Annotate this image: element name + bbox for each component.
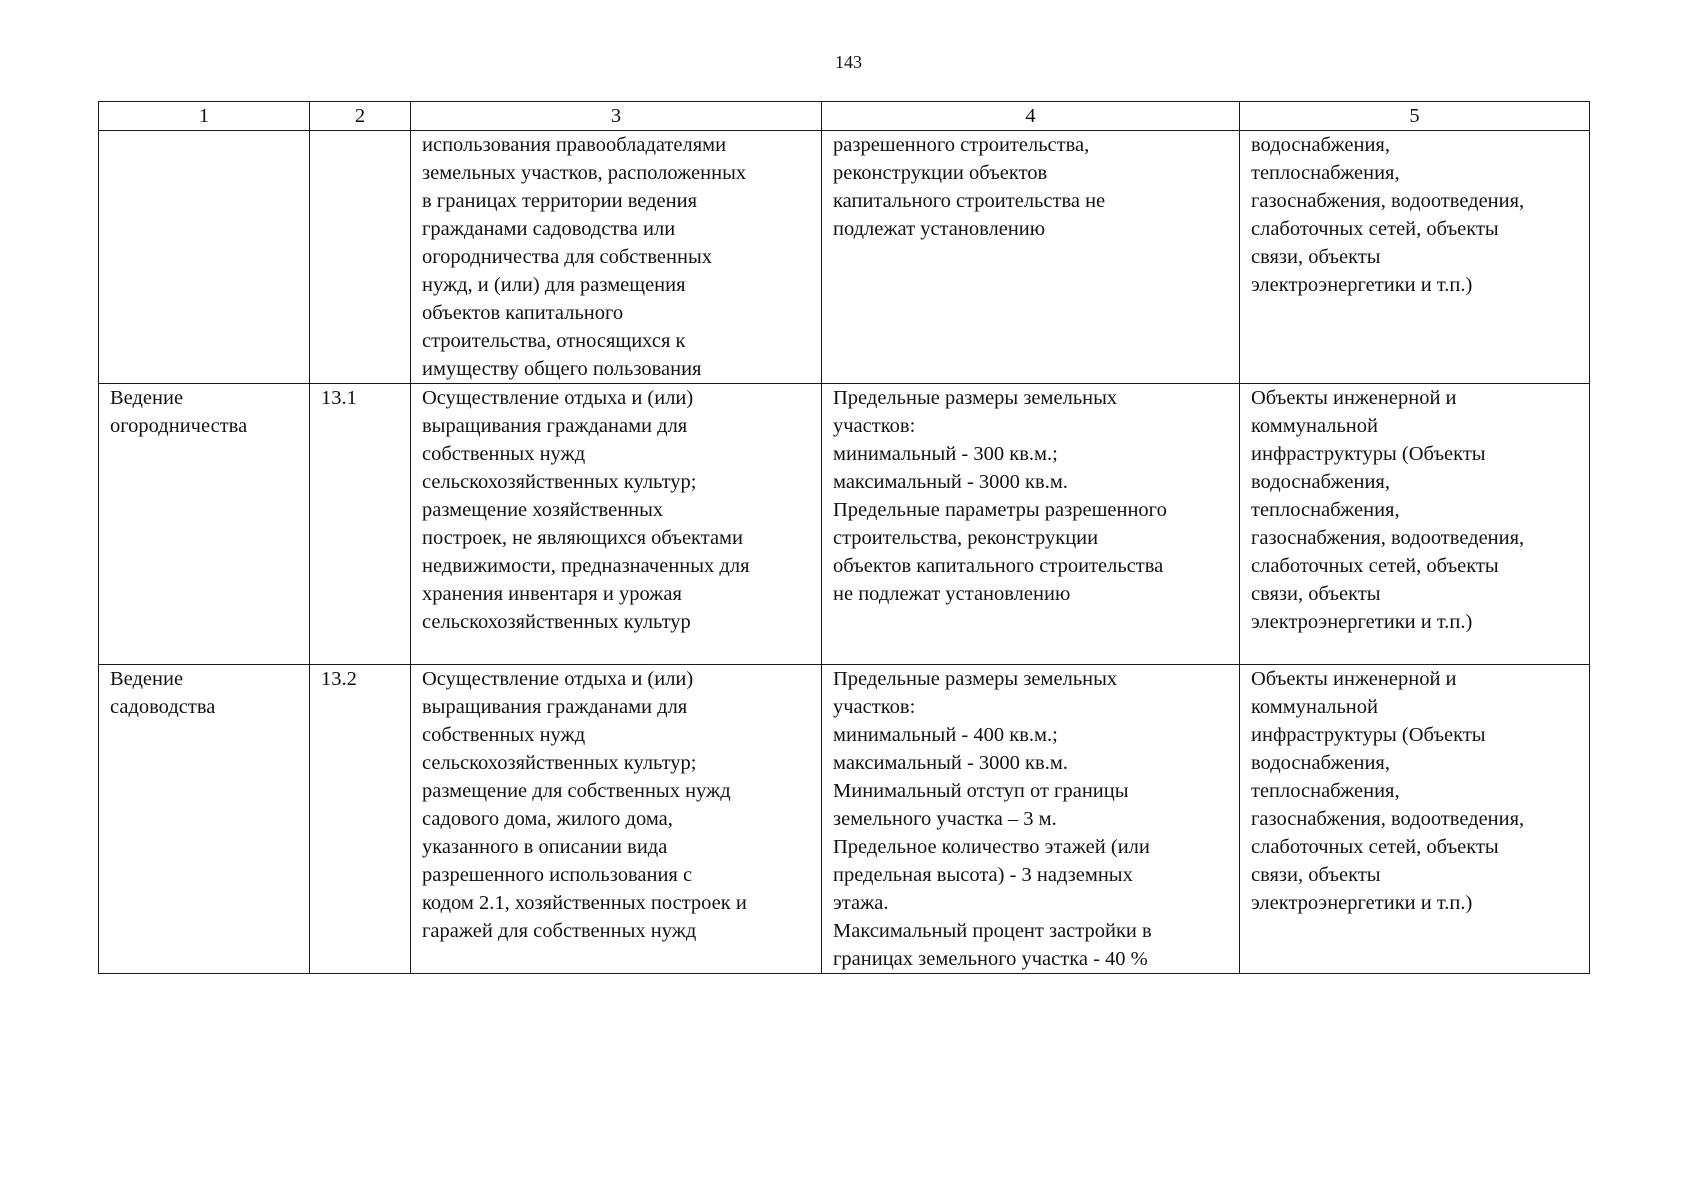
use-type-parameters: Предельные размеры земельных участков: минимальный - 300 кв.м.; максимальный - 3000 кв.м. Предельные параметры разрешенного строительства, реконструкции объектов капитального строительства не подлежат установлению [822,384,1240,665]
use-type-code [310,131,411,384]
auxiliary-uses: Объекты инженерной и коммунальной инфраструктуры (Объекты водоснабжения, теплоснабжения, газоснабжения, водоотведения, слаботочных сетей, объекты связи, объекты электроэнергетики и т.п.) [1240,665,1590,974]
use-type-name: Ведение садоводства [99,665,310,974]
land-use-table [98,101,1590,974]
column-header-5: 5 [1240,102,1590,131]
table-row [99,384,1590,665]
column-header-3: 3 [411,102,822,131]
column-header-1: 1 [99,102,310,131]
use-type-code: 13.2 [310,665,411,974]
use-type-code: 13.1 [310,384,411,665]
use-type-parameters: разрешенного строительства, реконструкции объектов капитального строительства не подлежат установлению [822,131,1240,384]
use-type-description: Осуществление отдыха и (или) выращивания гражданами для собственных нужд сельскохозяйственных культур; размещение хозяйственных построек, не являющихся объектами недвижимости, предназначенных для хранения инвентаря и урожая сельскохозяйственных культур [411,384,822,665]
use-type-description: использования правообладателями земельных участков, расположенных в границах территории ведения гражданами садоводства или огородничества для собственных нужд, и (или) для размещения объектов капитального строительства, относящихся к имуществу общего пользования [411,131,822,384]
auxiliary-uses: Объекты инженерной и коммунальной инфраструктуры (Объекты водоснабжения, теплоснабжения, газоснабжения, водоотведения, слаботочных сетей, объекты связи, объекты электроэнергетики и т.п.) [1240,384,1590,665]
auxiliary-uses: водоснабжения, теплоснабжения, газоснабжения, водоотведения, слаботочных сетей, объекты связи, объекты электроэнергетики и т.п.) [1240,131,1590,384]
use-type-name: Ведение огородничества [99,384,310,665]
header-row [99,102,1590,131]
page-number: 143 [835,52,862,72]
table-row [99,665,1590,974]
column-header-2: 2 [310,102,411,131]
column-header-4: 4 [822,102,1240,131]
table-row [99,131,1590,384]
use-type-name [99,131,310,384]
use-type-description: Осуществление отдыха и (или) выращивания гражданами для собственных нужд сельскохозяйственных культур; размещение для собственных нужд садового дома, жилого дома, указанного в описании вида разрешенного использования с кодом 2.1, хозяйственных построек и гаражей для собственных нужд [411,665,822,974]
use-type-parameters: Предельные размеры земельных участков: минимальный - 400 кв.м.; максимальный - 3000 кв.м. Минимальный отступ от границы земельного участка – 3 м. Предельное количество этажей (или предельная высота) - 3 надземных этажа. Максимальный процент застройки в границах земельного участка - 40 % [822,665,1240,974]
